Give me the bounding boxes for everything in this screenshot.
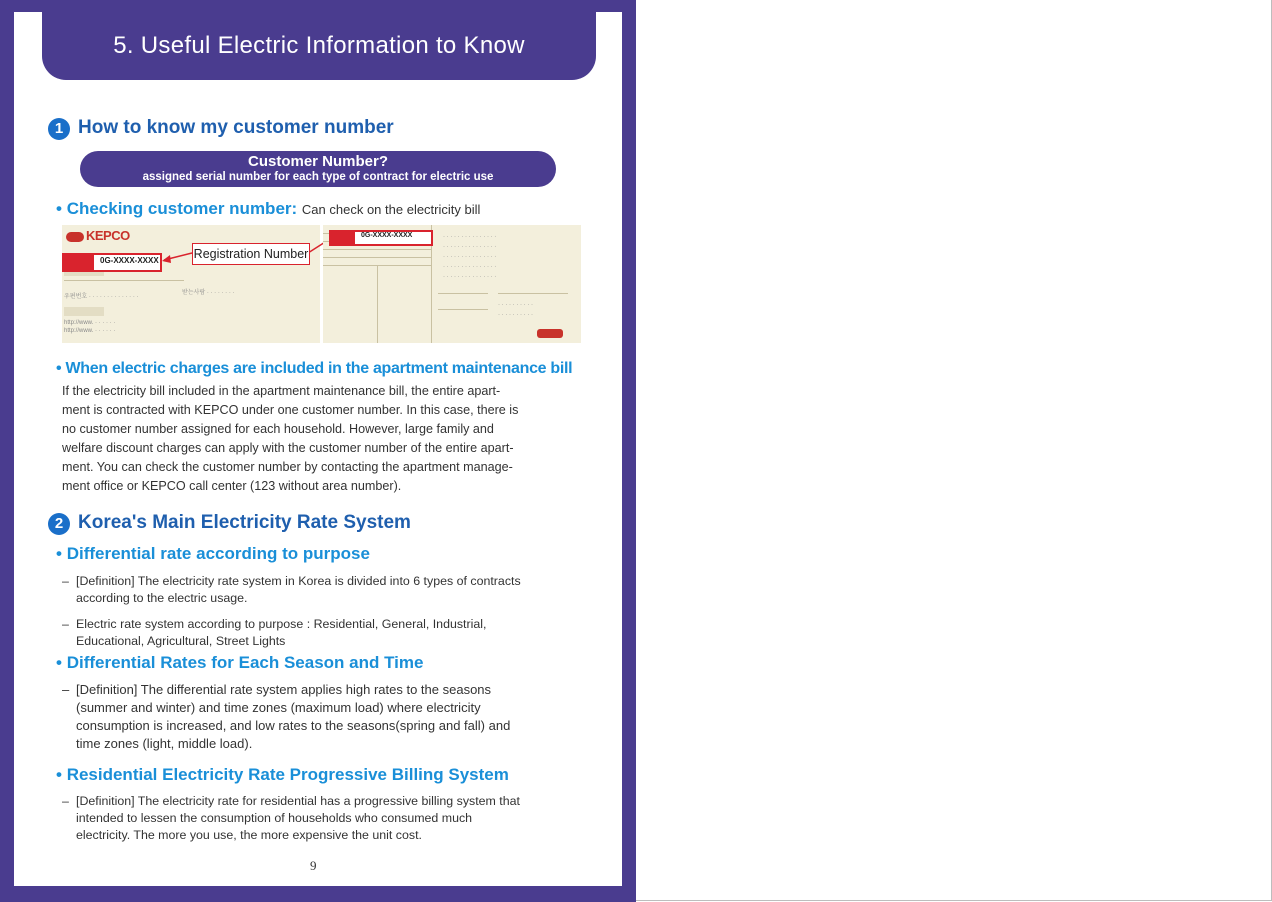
chapter-title: 5. Useful Electric Information to Know bbox=[113, 32, 525, 59]
bill-image-back: · · · · · · · · · · · · · · · · · · · · · · · · · · · · · · · · · · · · · · · · · · · · · · · · · · · · · · · · · · · · · · · · · · · · · · · · · · · · · · · · · · · · · · · · · · · · · · · bbox=[323, 225, 581, 343]
section-number-1: 1 bbox=[48, 118, 70, 140]
purpose-item-2: – Electric rate system according to purpose : Residential, General, Industrial, Educational, Agricultural, Street Lights bbox=[62, 617, 487, 648]
residential-item: – [Definition] The electricity rate for residential has a progressive billing system that intended to lessen the consumption of households who consumed much electricity. The more you use, the more expensive the unit cost. bbox=[62, 794, 520, 842]
bullet-icon: • bbox=[56, 653, 62, 672]
section1-title: How to know my customer number bbox=[78, 117, 394, 138]
season-item: – [Definition] The differential rate system applies high rates to the seasons (summer and winter) and time zones (maximum load) where electricity consumption is increased, and low rates to the seasons(spring and fall) and time zones (light, middle load). bbox=[62, 682, 511, 751]
section-number-2: 2 bbox=[48, 513, 70, 535]
section2-title: Korea's Main Electricity Rate System bbox=[78, 512, 411, 533]
checking-text: Can check on the electricity bill bbox=[301, 202, 481, 217]
residential-heading-text: Residential Electricity Rate Progressive Billing System bbox=[66, 765, 509, 784]
purpose-heading bbox=[56, 544, 370, 564]
checking-heading-text: Checking customer number: bbox=[66, 199, 298, 218]
apartment-heading bbox=[56, 360, 572, 378]
bullet-icon: • bbox=[56, 360, 62, 377]
purpose-item-1: – [Definition] The electricity rate system in Korea is divided into 6 types of contracts according to the electric usage. bbox=[62, 574, 521, 605]
bullet-icon: • bbox=[56, 765, 62, 784]
customer-number-box-back bbox=[329, 230, 433, 246]
residential-heading bbox=[56, 765, 509, 785]
pill-subtitle: assigned serial number for each type of contract for electric use bbox=[142, 171, 494, 183]
apartment-heading-text: When electric charges are included in the apartment maintenance bill bbox=[65, 360, 573, 377]
bullet-icon: • bbox=[56, 199, 62, 218]
pill-title: Customer Number? bbox=[247, 153, 389, 170]
bullet-icon: • bbox=[56, 544, 62, 563]
customer-number-value-back: 0G-XXXX-XXXX bbox=[361, 232, 413, 239]
season-heading-text: Differential Rates for Each Season and Time bbox=[66, 653, 424, 672]
customer-number-value: 0G-XXXX-XXXX bbox=[100, 256, 159, 265]
kepco-stamp-icon bbox=[537, 329, 563, 338]
bill-image-front: KEPCO 우편번호 · · · · · · · · · · · · · · 받는사람 · · · · · · · · http://www. · · · · · · http://www. · · · · · · bbox=[62, 225, 320, 343]
blank-facing-page bbox=[636, 0, 1272, 901]
apartment-paragraph: If the electricity bill included in the apartment maintenance bill, the entire apart- ment is contracted with KEPCO under one customer number. In this case, there is no customer number assigned for each household. However, large family and welfare discount charges can apply with the customer number of the entire apart- ment. You can check the customer number by contacting the apartment manage- ment office or KEPCO call center (123 without area number). bbox=[62, 384, 519, 493]
registration-number-label: Registration Number bbox=[192, 243, 310, 265]
purpose-heading-text: Differential rate according to purpose bbox=[66, 544, 370, 563]
page-number: 9 bbox=[310, 858, 317, 873]
kepco-logo: KEPCO bbox=[66, 228, 130, 243]
season-heading bbox=[56, 653, 423, 673]
